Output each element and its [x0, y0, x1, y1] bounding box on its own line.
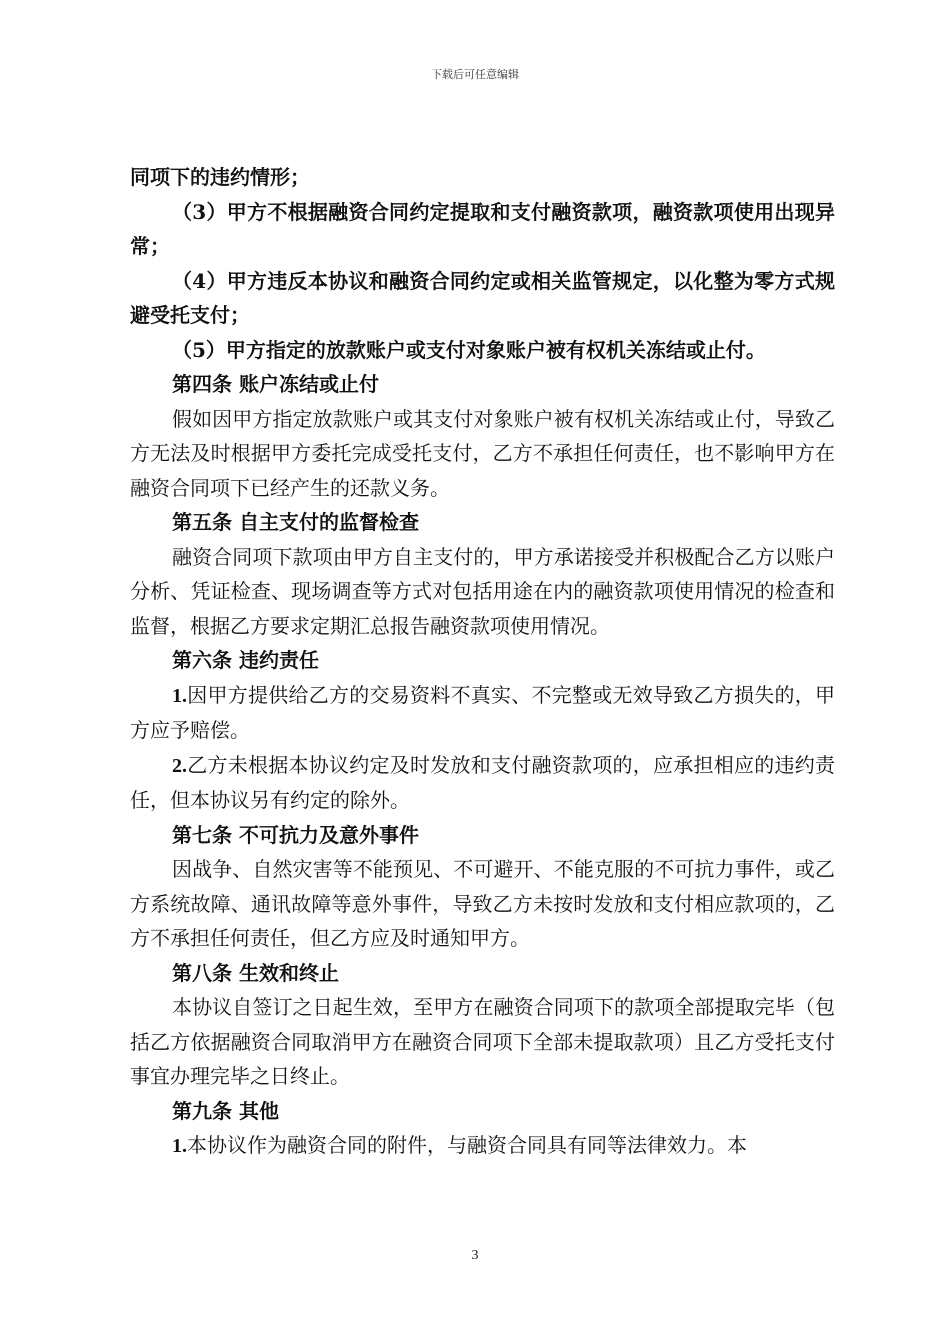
article-5-body: 融资合同项下款项由甲方自主支付的，甲方承诺接受并积极配合乙方以账户分析、凭证检查、现场调查等方式对包括用途在内的融资款项使用情况的检查和监督，根据乙方要求定期汇总报告融资款项使用情况。 [130, 544, 835, 638]
clause-item-3: （3）甲方不根据融资合同约定提取和支付融资款项，融资款项使用出现异常； [130, 199, 835, 258]
article-6-heading: 第六条 违约责任 [172, 648, 319, 672]
item-number: 1. [172, 684, 187, 707]
item-text: 因甲方提供给乙方的交易资料不真实、不完整或无效导致乙方损失的，甲方应予赔偿。 [130, 682, 835, 742]
clause-item-5: （5）甲方指定的放款账户或支付对象账户被有权机关冻结或止付。 [172, 337, 766, 362]
article-8-body: 本协议自签订之日起生效，至甲方在融资合同项下的款项全部提取完毕（包括乙方依据融资合同取消甲方在融资合同项下全部未提取款项）且乙方受托支付事宜办理完毕之日终止。 [130, 995, 835, 1088]
article-6-item-2 [130, 748, 835, 818]
article-8-heading: 第八条 生效和终止 [172, 960, 339, 985]
article-5-heading: 第五条 自主支付的监督检查 [172, 510, 419, 534]
article-4-heading: 第四条 账户冻结或止付 [172, 372, 379, 396]
clause-item-4: （4）甲方违反本协议和融资合同约定或相关监管规定，以化整为零方式规避受托支付； [130, 268, 835, 327]
article-9-item-1 [130, 1128, 835, 1164]
item-text: 乙方未根据本协议约定及时发放和支付融资款项的，应承担相应的违约责任，但本协议另有约定的除外。 [130, 752, 835, 812]
article-6-item-1 [130, 678, 835, 748]
document-body [130, 160, 835, 1164]
article-9-heading: 第九条 其他 [172, 1098, 279, 1123]
page-number: 3 [471, 1248, 479, 1263]
article-4-body: 假如因甲方指定放款账户或其支付对象账户被有权机关冻结或止付，导致乙方无法及时根据甲方委托完成受托支付，乙方不承担任何责任，也不影响甲方在融资合同项下已经产生的还款义务。 [130, 406, 835, 500]
article-7-body: 因战争、自然灾害等不能预见、不可避开、不能克服的不可抗力事件，或乙方系统故障、通讯故障等意外事件，导致乙方未按时发放和支付相应款项的，乙方不承担任何责任，但乙方应及时通知甲方。 [130, 857, 835, 950]
item-number: 2. [172, 754, 187, 777]
article-7-heading: 第七条 不可抗力及意外事件 [172, 822, 419, 847]
item-text: 本协议作为融资合同的附件，与融资合同具有同等法律效力。本 [187, 1133, 747, 1157]
item-number: 1. [172, 1135, 187, 1157]
clause-continuation: 同项下的违约情形； [130, 165, 310, 189]
page-header: 下载后可任意编辑 [431, 68, 519, 81]
